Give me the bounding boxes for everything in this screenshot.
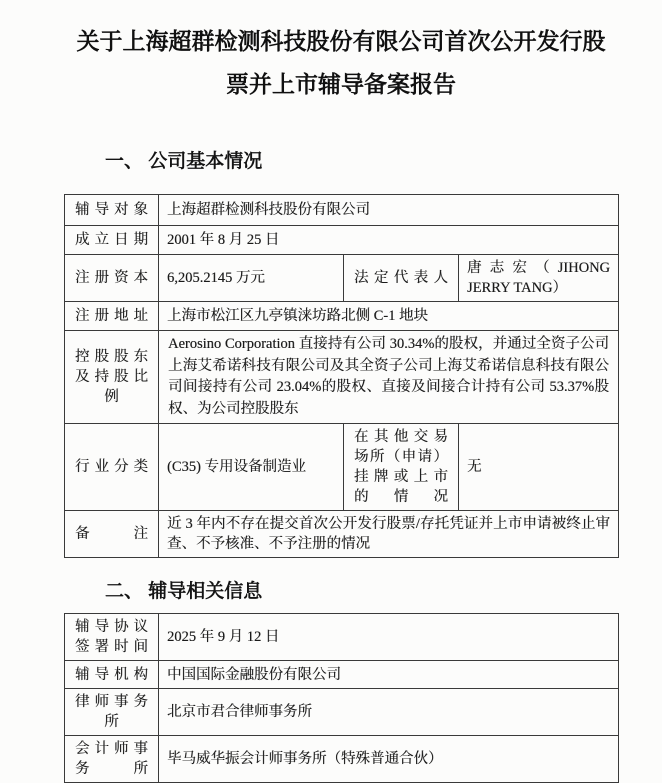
- table-row: [65, 614, 619, 661]
- table-row: [65, 424, 619, 511]
- table-row: [65, 689, 619, 736]
- row-label-registered-address: 注 册 地 址: [65, 302, 159, 331]
- counseling-info-table: [64, 613, 619, 783]
- row-value-other-listing: 无: [459, 424, 619, 511]
- table-row: [65, 302, 619, 331]
- section1-heading: 一、 公司基本情况: [105, 151, 263, 172]
- row-label-controlling-shareholder: 控 股 股 东 及 持 股 比 例: [65, 331, 159, 424]
- row-value-counseling-target: 上海超群检测科技股份有限公司: [159, 195, 619, 226]
- row-label-industry: 行 业 分 类: [65, 424, 159, 511]
- company-basic-info-table: [64, 194, 619, 558]
- row-label-registered-capital: 注 册 资 本: [65, 255, 159, 302]
- row-label-sponsor: 辅 导 机 构: [65, 661, 159, 689]
- row-value-agreement-date: 2025 年 9 月 12 日: [159, 614, 619, 661]
- row-label-law-firm: 律 师 事 务 所: [65, 689, 159, 736]
- row-label-accounting-firm: 会 计 师 事 务 所: [65, 736, 159, 783]
- row-value-legal-rep: 唐志宏（JIHONG JERRY TANG）: [459, 255, 619, 302]
- row-label-remark: 备 注: [65, 511, 159, 558]
- row-label-legal-rep: 法 定 代 表 人: [344, 255, 459, 302]
- row-label-counseling-target: 辅 导 对 象: [65, 195, 159, 226]
- document-title: 关于上海超群检测科技股份有限公司首次公开发行股票并上市辅导备案报告: [76, 28, 606, 97]
- table-row: [65, 195, 619, 226]
- row-value-remark: 近 3 年内不存在提交首次公开发行股票/存托凭证并上市申请被终止审查、不予核准、不予注册的情况: [159, 511, 619, 558]
- section2-heading: 二、 辅导相关信息: [105, 581, 263, 602]
- row-value-sponsor: 中国国际金融股份有限公司: [159, 661, 619, 689]
- row-value-law-firm: 北京市君合律师事务所: [159, 689, 619, 736]
- row-label-other-listing: 在 其 他 交 易 场 所 （ 申 请 ） 挂 牌 或 上 市 的 情 况: [344, 424, 459, 511]
- table-row: [65, 255, 619, 302]
- scanned-document-page: [0, 20, 662, 777]
- table-row: [65, 331, 619, 424]
- row-label-agreement-date: 辅 导 协 议 签 署 时 间: [65, 614, 159, 661]
- table-row: [65, 661, 619, 689]
- row-value-registered-capital: 6,205.2145 万元: [159, 255, 344, 302]
- row-value-establish-date: 2001 年 8 月 25 日: [159, 226, 619, 255]
- row-value-registered-address: 上海市松江区九亭镇涞坊路北侧 C-1 地块: [159, 302, 619, 331]
- row-value-accounting-firm: 毕马威华振会计师事务所（特殊普通合伙）: [159, 736, 619, 783]
- row-label-establish-date: 成 立 日 期: [65, 226, 159, 255]
- table-row: [65, 736, 619, 783]
- table-row: [65, 511, 619, 558]
- row-value-industry: (C35) 专用设备制造业: [159, 424, 344, 511]
- row-value-controlling-shareholder: Aerosino Corporation 直接持有公司 30.34%的股权，并通过全资子公司上海艾希诺科技有限公司及其全资子公司上海艾希诺信息科技有限公司间接持有公司 23.04%的股权、直接及间接合计持有公司 53.37%股权、为公司控股股东: [159, 331, 619, 424]
- table-row: [65, 226, 619, 255]
